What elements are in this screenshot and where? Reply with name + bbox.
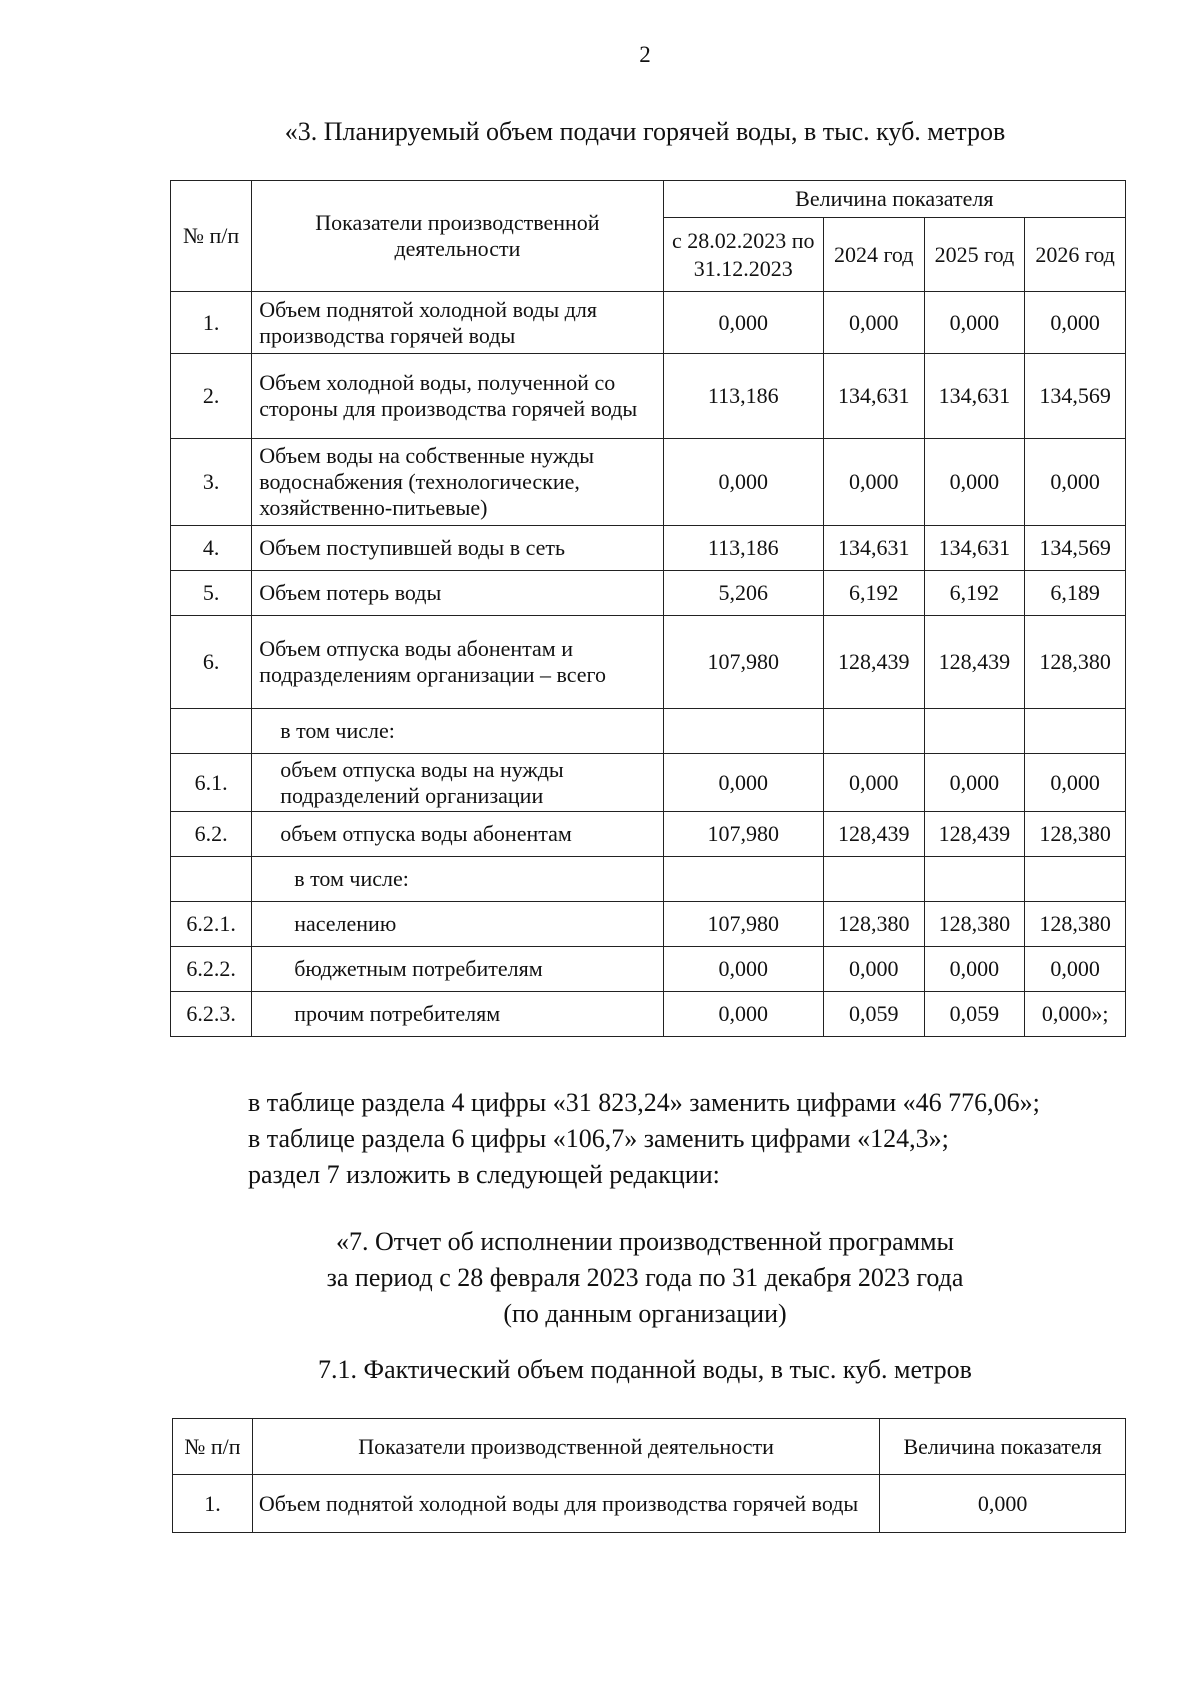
row-number: 1. <box>173 1475 253 1533</box>
row-value: 0,000 <box>924 754 1025 812</box>
row-value: 134,631 <box>924 354 1025 439</box>
amendment-paragraph: в таблице раздела 6 цифры «106,7» заменить цифрами «124,3»; <box>248 1124 949 1153</box>
table-row <box>171 754 1126 812</box>
row-value: 107,980 <box>663 812 823 857</box>
row-value: 128,439 <box>823 812 924 857</box>
planned-hot-water-table <box>170 180 1126 1037</box>
table-row <box>171 992 1126 1037</box>
row-label: объем отпуска воды на нужды подразделений организации <box>252 754 663 812</box>
row-value <box>663 709 823 754</box>
row-value <box>1025 709 1126 754</box>
row-number: 1. <box>171 292 252 354</box>
page-number: 2 <box>639 42 651 67</box>
period-header: с 28.02.2023 по 31.12.2023 <box>663 218 823 292</box>
row-value: 107,980 <box>663 616 823 709</box>
table-row <box>171 902 1126 947</box>
row-value <box>823 709 924 754</box>
row-value: 128,380 <box>1025 812 1126 857</box>
row-label: в том числе: <box>252 709 663 754</box>
row-value: 113,186 <box>663 526 823 571</box>
period-header: 2025 год <box>924 218 1025 292</box>
row-value: 6,189 <box>1025 571 1126 616</box>
section7-title-line: (по данным организации) <box>503 1299 787 1328</box>
period-header: 2024 год <box>823 218 924 292</box>
row-number <box>171 857 252 902</box>
row-value: 128,380 <box>1025 616 1126 709</box>
row-value: 0,000 <box>663 947 823 992</box>
row-value: 0,000 <box>663 754 823 812</box>
table-row <box>171 812 1126 857</box>
row-value: 0,000 <box>663 439 823 526</box>
row-value: 0,000 <box>823 947 924 992</box>
row-label: бюджетным потребителям <box>252 947 663 992</box>
col-indicator-header: Показатели производственной деятельности <box>252 1419 879 1475</box>
row-value: 0,000 <box>663 292 823 354</box>
table-row <box>173 1475 1126 1533</box>
table-row <box>171 857 1126 902</box>
row-label: прочим потребителям <box>252 992 663 1037</box>
row-value <box>823 857 924 902</box>
row-value <box>924 857 1025 902</box>
row-value: 134,631 <box>823 354 924 439</box>
row-number: 6.2.2. <box>171 947 252 992</box>
row-value: 0,000»; <box>1025 992 1126 1037</box>
row-number: 6. <box>171 616 252 709</box>
row-value: 128,380 <box>823 902 924 947</box>
col-num-header: № п/п <box>173 1419 253 1475</box>
row-value: 0,000 <box>924 292 1025 354</box>
row-value: 113,186 <box>663 354 823 439</box>
section7-title-line: за период с 28 февраля 2023 года по 31 декабря 2023 года <box>326 1263 964 1292</box>
row-number <box>171 709 252 754</box>
section7-title-line: «7. Отчет об исполнении производственной программы <box>335 1227 955 1256</box>
row-value: 134,631 <box>924 526 1025 571</box>
period-header: 2026 год <box>1025 218 1126 292</box>
row-value: 128,439 <box>823 616 924 709</box>
row-value: 0,000 <box>924 947 1025 992</box>
row-value: 134,631 <box>823 526 924 571</box>
row-value: 128,380 <box>1025 902 1126 947</box>
row-value <box>924 709 1025 754</box>
row-value: 0,000 <box>1025 292 1126 354</box>
table-row <box>171 709 1126 754</box>
row-value: 0,000 <box>823 439 924 526</box>
table-row <box>171 526 1126 571</box>
table-row <box>171 571 1126 616</box>
row-value: 128,439 <box>924 616 1025 709</box>
row-label: в том числе: <box>252 857 663 902</box>
row-value: 6,192 <box>823 571 924 616</box>
row-value <box>663 857 823 902</box>
row-label: населению <box>252 902 663 947</box>
row-value: 6,192 <box>924 571 1025 616</box>
section7-title <box>0 1224 1200 1332</box>
row-number: 6.2.3. <box>171 992 252 1037</box>
row-number: 3. <box>171 439 252 526</box>
row-value: 107,980 <box>663 902 823 947</box>
col-num-header: № п/п <box>171 181 252 292</box>
amendment-paragraph: раздел 7 изложить в следующей редакции: <box>248 1160 720 1189</box>
row-value: 0,000 <box>880 1475 1126 1533</box>
col-value-header: Величина показателя <box>880 1419 1126 1475</box>
table-row <box>171 947 1126 992</box>
row-value <box>1025 857 1126 902</box>
row-value: 0,000 <box>823 292 924 354</box>
row-value: 0,000 <box>823 754 924 812</box>
row-number: 6.2. <box>171 812 252 857</box>
table71-title: 7.1. Фактический объем поданной воды, в тыс. куб. метров <box>318 1355 972 1384</box>
row-value: 0,059 <box>924 992 1025 1037</box>
row-value: 128,439 <box>924 812 1025 857</box>
row-number: 2. <box>171 354 252 439</box>
row-label: Объем отпуска воды абонентам и подразделениям организации – всего <box>252 616 663 709</box>
row-value: 0,059 <box>823 992 924 1037</box>
table-row <box>171 354 1126 439</box>
row-label: Объем потерь воды <box>252 571 663 616</box>
row-label: Объем холодной воды, полученной со стороны для производства горячей воды <box>252 354 663 439</box>
amendment-paragraph: в таблице раздела 4 цифры «31 823,24» заменить цифрами «46 776,06»; <box>248 1088 1040 1117</box>
row-label: Объем поступившей воды в сеть <box>252 526 663 571</box>
row-number: 6.2.1. <box>171 902 252 947</box>
actual-water-supply-table <box>172 1418 1126 1533</box>
row-value: 134,569 <box>1025 526 1126 571</box>
row-number: 5. <box>171 571 252 616</box>
row-value: 0,000 <box>663 992 823 1037</box>
col-value-group-header: Величина показателя <box>663 181 1125 218</box>
row-number: 4. <box>171 526 252 571</box>
row-value: 0,000 <box>1025 947 1126 992</box>
table-row <box>171 616 1126 709</box>
row-value: 5,206 <box>663 571 823 616</box>
row-label: Объем поднятой холодной воды для производства горячей воды <box>252 1475 879 1533</box>
table-row <box>171 439 1126 526</box>
row-value: 0,000 <box>1025 754 1126 812</box>
row-value: 0,000 <box>1025 439 1126 526</box>
row-value: 128,380 <box>924 902 1025 947</box>
row-label: Объем воды на собственные нужды водоснабжения (технологические, хозяйственно-питьевые) <box>252 439 663 526</box>
row-number: 6.1. <box>171 754 252 812</box>
row-value: 0,000 <box>924 439 1025 526</box>
row-value: 134,569 <box>1025 354 1126 439</box>
col-indicator-header: Показатели производственной деятельности <box>252 181 663 292</box>
table3-title: «3. Планируемый объем подачи горячей воды, в тыс. куб. метров <box>284 117 1006 146</box>
row-label: объем отпуска воды абонентам <box>252 812 663 857</box>
table-row <box>171 292 1126 354</box>
row-label: Объем поднятой холодной воды для производства горячей воды <box>252 292 663 354</box>
